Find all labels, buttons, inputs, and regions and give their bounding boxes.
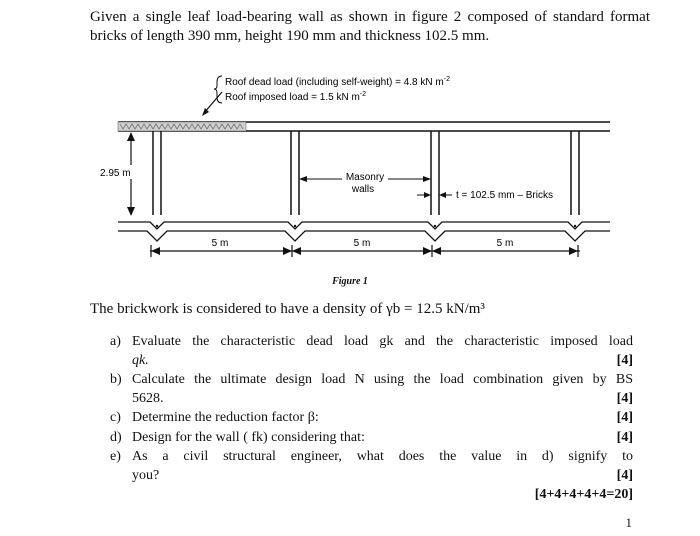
height-arrow-top [127, 132, 135, 141]
question-label: b) [110, 372, 122, 387]
question-c [110, 408, 633, 428]
question-label: c) [110, 410, 121, 425]
question-label: d) [110, 430, 122, 445]
roof-imposed-load-label: Roof imposed load = 1.5 kN $m^{-2}$ [225, 91, 367, 103]
span-arrow-3 [292, 247, 301, 255]
question-label: e) [110, 449, 121, 464]
span-arrow-5 [432, 247, 441, 255]
question-marks: [4] [616, 410, 633, 425]
span-label-3: 5 m [496, 238, 514, 249]
load-brace [214, 76, 222, 103]
question-label: a) [110, 334, 121, 349]
masonry-label-line1: Masonry [345, 172, 385, 183]
masonry-arrowhead-left [299, 176, 307, 182]
figure-caption: Figure 1 [332, 276, 368, 287]
masonry-label-line2: walls [351, 184, 375, 195]
question-text: As a civil structural engineer, what does the value in d) signify to [132, 449, 633, 464]
span-label-2: 5 m [353, 238, 371, 249]
support-dot-3 [434, 225, 436, 227]
span-label-1: 5 m [211, 238, 229, 249]
thickness-label: t = 102.5 mm – Bricks [456, 190, 553, 201]
support-dot-2 [294, 225, 296, 227]
question-marks: [4] [616, 353, 633, 368]
span-arrow-1 [151, 247, 160, 255]
span-arrow-6 [569, 247, 578, 255]
ground-line-top [118, 222, 610, 229]
support-dot-4 [574, 225, 576, 227]
problem-intro: Given a single leaf load-bearing wall as shown in figure 2 composed of standard format bricks of length 390 mm, height 190 mm and thickness 102.5 mm. [90, 9, 650, 44]
total-marks: [4+4+4+4+4=20] [534, 487, 633, 502]
density-statement: The brickwork is considered to have a density of γb = 12.5 kN/m³ [90, 301, 485, 317]
question-marks: [4] [616, 430, 633, 445]
height-arrow-bottom [127, 207, 135, 216]
question-e [110, 447, 633, 487]
thickness-arrowhead-left [424, 192, 431, 198]
question-d [110, 428, 633, 448]
question-text: Design for the wall ( fk) considering that: [132, 430, 365, 445]
span-arrow-4 [423, 247, 432, 255]
question-text: Determine the reduction factor β: [132, 410, 319, 425]
question-text-cont: you? [132, 468, 160, 483]
masonry-arrowhead-right [423, 176, 431, 182]
height-label: 2.95 m [100, 168, 131, 179]
roof-dead-load-label: Roof dead load (including self-weight) = 4.8 kN $m^{-2}$ [225, 76, 450, 88]
page-number: 1 [625, 515, 632, 530]
question-text-cont: 5628. [132, 391, 164, 406]
span-arrow-2 [283, 247, 292, 255]
support-dot-1 [156, 225, 158, 227]
question-text: Evaluate the characteristic dead load gk and the characteristic imposed load [132, 334, 633, 349]
question-a [110, 332, 633, 372]
question-text-cont: qk. [132, 353, 149, 368]
question-b [110, 370, 633, 410]
thickness-arrowhead-right [439, 192, 446, 198]
question-text: Calculate the ultimate design load N using the load combination given by BS [132, 372, 633, 387]
question-marks: [4] [616, 391, 633, 406]
question-marks: [4] [616, 468, 633, 483]
